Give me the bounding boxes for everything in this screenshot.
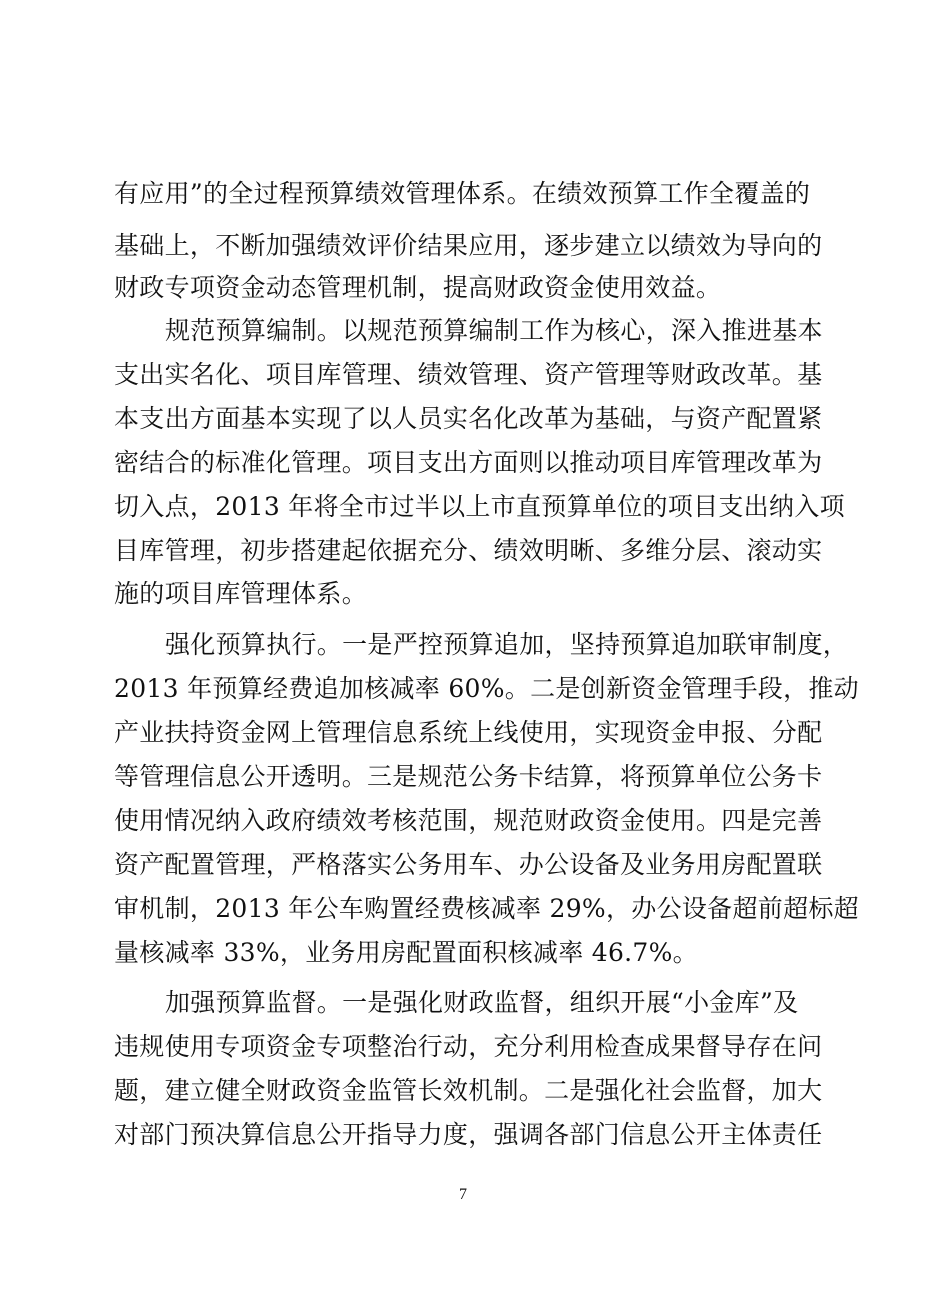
paragraph-2-line-6: 目库管理，初步搭建起依据充分、绩效明晰、多维分层、滚动实 — [114, 536, 823, 565]
paragraph-1-line-2: 基础上，不断加强绩效评价结果应用，逐步建立以绩效为导向的 — [114, 231, 823, 260]
paragraph-2-line-4: 密结合的标准化管理。项目支出方面则以推动项目库管理改革为 — [114, 448, 823, 477]
paragraph-3-line-6: 资产配置管理，严格落实公务用车、办公设备及业务用房配置联 — [114, 850, 823, 879]
paragraph-3-line-3: 产业扶持资金网上管理信息系统上线使用，实现资金申报、分配 — [114, 718, 823, 747]
paragraph-4-line-2: 违规使用专项资金专项整治行动，充分利用检查成果督导存在问 — [114, 1032, 823, 1061]
paragraph-3-line-4: 等管理信息公开透明。三是规范公务卡结算，将预算单位公务卡 — [114, 762, 823, 791]
paragraph-3-line-2: 2013 年预算经费追加核减率 60%。二是创新资金管理手段，推动 — [114, 674, 859, 703]
paragraph-1-line-3: 财政专项资金动态管理机制，提高财政资金使用效益。 — [114, 273, 722, 302]
paragraph-2-line-3: 本支出方面基本实现了以人员实名化改革为基础，与资产配置紧 — [114, 404, 823, 433]
paragraph-1-line-1: 有应用”的全过程预算绩效管理体系。在绩效预算工作全覆盖的 — [114, 179, 811, 208]
paragraph-2-line-2: 支出实名化、项目库管理、绩效管理、资产管理等财政改革。基 — [114, 360, 823, 389]
paragraph-3-line-5: 使用情况纳入政府绩效考核范围，规范财政资金使用。四是完善 — [114, 806, 823, 835]
page-number: 7 — [459, 1186, 467, 1203]
paragraph-3-line-1: 强化预算执行。一是严控预算追加，坚持预算追加联审制度， — [165, 630, 849, 659]
paragraph-2-line-1: 规范预算编制。以规范预算编制工作为核心，深入推进基本 — [165, 316, 823, 345]
paragraph-4-line-4: 对部门预决算信息公开指导力度，强调各部门信息公开主体责任 — [114, 1120, 823, 1149]
paragraph-3-line-8: 量核减率 33%，业务用房配置面积核减率 46.7%。 — [114, 938, 698, 967]
paragraph-3-line-7: 审机制，2013 年公车购置经费核减率 29%，办公设备超前超标超 — [114, 894, 859, 923]
paragraph-4-line-1: 加强预算监督。一是强化财政监督，组织开展“小金库”及 — [165, 988, 799, 1017]
paragraph-2-line-7: 施的项目库管理体系。 — [114, 579, 368, 608]
paragraph-2-line-5: 切入点，2013 年将全市过半以上市直预算单位的项目支出纳入项 — [114, 492, 845, 521]
paragraph-4-line-3: 题，建立健全财政资金监管长效机制。二是强化社会监督，加大 — [114, 1076, 823, 1105]
